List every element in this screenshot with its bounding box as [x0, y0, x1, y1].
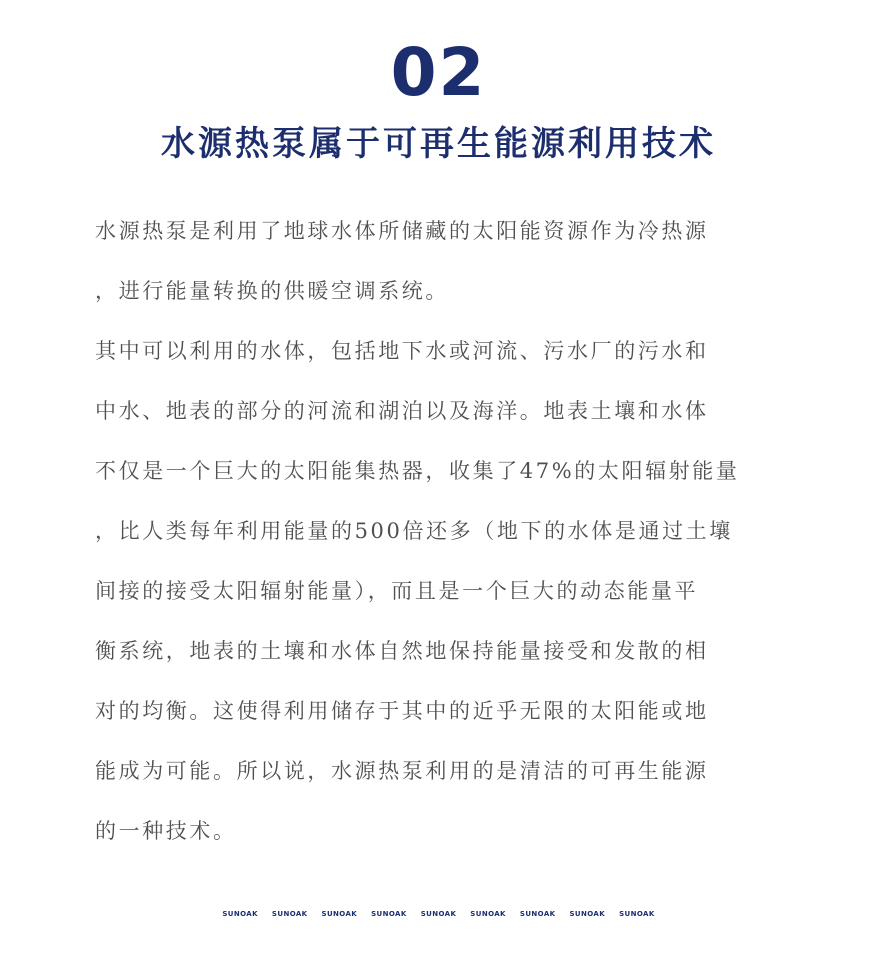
- body-line: ，进行能量转换的供暖空调系统。: [95, 279, 449, 303]
- body-line: 能成为可能。所以说，水源热泵利用的是清洁的可再生能源: [95, 759, 709, 783]
- body-line: 衡系统，地表的土壤和水体自然地保持能量接受和发散的相: [95, 639, 709, 663]
- sunoak-logo: SUNOAK: [619, 910, 655, 918]
- sunoak-logo: SUNOAK: [470, 910, 506, 918]
- sunoak-logo: SUNOAK: [222, 910, 258, 918]
- body-line: 其中可以利用的水体，包括地下水或河流、污水厂的污水和: [95, 339, 709, 363]
- sunoak-logo: SUNOAK: [420, 910, 457, 918]
- sunoak-logo: SUNOAK: [519, 910, 556, 918]
- body-line: 对的均衡。这使得利用储存于其中的近乎无限的太阳能或地: [95, 699, 709, 723]
- body-line: 间接的接受太阳辐射能量），而且是一个巨大的动态能量平: [95, 579, 699, 603]
- sunoak-logo: SUNOAK: [321, 910, 358, 918]
- body-line: 中水、地表的部分的河流和湖泊以及海洋。地表土壤和水体: [95, 399, 709, 423]
- body-text: [95, 201, 785, 861]
- section-heading: 水源热泵属于可再生能源利用技术: [161, 124, 716, 164]
- body-line: ，比人类每年利用能量的500倍还多（地下的水体是通过土壤: [95, 519, 733, 543]
- sunoak-logo: SUNOAK: [569, 910, 606, 918]
- body-line: 不仅是一个巨大的太阳能集热器，收集了47%的太阳辐射能量: [95, 459, 740, 483]
- sunoak-logo: SUNOAK: [271, 910, 308, 918]
- sunoak-logo: SUNOAK: [371, 910, 407, 918]
- section-number: 02: [390, 34, 487, 111]
- footer-logo-strip: [0, 908, 877, 920]
- body-line: 的一种技术。: [95, 819, 237, 843]
- body-line: 水源热泵是利用了地球水体所储藏的太阳能资源作为冷热源: [95, 219, 709, 243]
